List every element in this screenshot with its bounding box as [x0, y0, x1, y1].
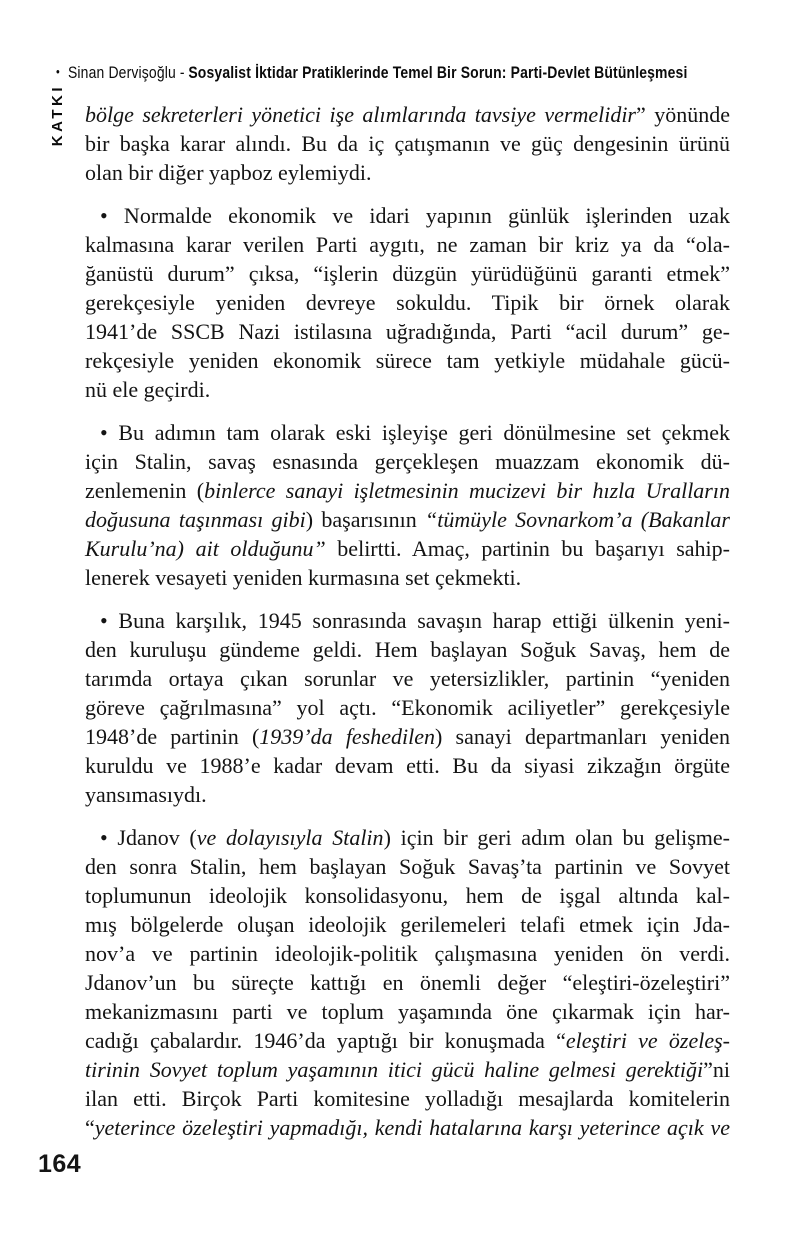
text-line	[85, 606, 730, 635]
text-run: Jdanov’un bu süreçte kattığı en önemli değer “eleştiri-özeleştiri”	[85, 970, 730, 995]
text-run: ğanüstü durum” çıksa, “işlerin düzgün yürüdüğünü garanti etmek”	[85, 261, 730, 286]
text-line	[85, 158, 730, 187]
text-line	[85, 505, 730, 534]
italic-text-run: “tümüyle Sovnarkom’a (Bakanlar	[425, 507, 730, 532]
text-line	[85, 259, 730, 288]
text-run: bir başka karar alındı. Bu da iç çatışmanın ve güç dengesinin ürünü	[85, 131, 730, 156]
paragraph	[85, 100, 730, 187]
text-line	[85, 635, 730, 664]
text-line	[85, 722, 730, 751]
text-line	[85, 230, 730, 259]
paragraph	[85, 823, 730, 1142]
paragraph	[85, 606, 730, 809]
text-run: ) için bir geri adım olan bu gelişme-	[383, 825, 731, 850]
italic-text-run: binlerce sanayi işletmesinin mucizevi bir hızla Uralların	[204, 478, 730, 503]
text-run: 1941’de SSCB Nazi istilasına uğradığında, Parti “acil durum” ge-	[85, 319, 730, 344]
text-run: rekçesiyle yeniden ekonomik sürece tam yetkiyle müdahale gücü-	[85, 348, 730, 373]
italic-text-run: yeterince özeleştiri yapmadığı, kendi hatalarına karşı yeterince açık ve	[94, 1115, 730, 1140]
text-line	[85, 968, 730, 997]
italic-text-run: tirinin Sovyet toplum yaşamının itici gücü haline gelmesi gerektiği	[85, 1057, 704, 1082]
text-line	[85, 317, 730, 346]
text-run: • Bu adımın tam olarak eski işleyişe geri dönülmesine set çekmek	[100, 420, 730, 445]
italic-text-run: doğusuna taşınması gibi	[85, 507, 306, 532]
text-run: ”ni	[703, 1057, 730, 1082]
header-separator: -	[175, 63, 189, 82]
text-run: cadığı çabalardır. 1946’da yaptığı bir konuşmada “	[85, 1028, 566, 1053]
text-run: “	[85, 1115, 95, 1140]
text-line	[85, 129, 730, 158]
page-number: 164	[38, 1150, 82, 1178]
section-side-label: KATKI	[49, 84, 66, 147]
text-line	[85, 751, 730, 780]
text-line	[85, 910, 730, 939]
text-run: ) sanayi departmanları yeniden	[435, 724, 730, 749]
text-line	[85, 664, 730, 693]
text-line	[85, 288, 730, 317]
running-header	[56, 63, 798, 83]
text-run: gerekçesiyle yeniden devreye sokuldu. Tipik bir örnek olarak	[85, 290, 730, 315]
text-line	[85, 997, 730, 1026]
running-header-text	[56, 63, 688, 83]
text-run: belirtti. Amaç, partinin bu başarıyı sahip-	[325, 536, 730, 561]
text-line	[85, 201, 730, 230]
text-line	[85, 780, 730, 809]
text-run: zenlemenin (	[85, 478, 205, 503]
text-run: kalmasına karar verilen Parti aygıtı, ne zaman bir kriz ya da “ola-	[85, 232, 730, 257]
header-book-title: Sosyalist İktidar Pratiklerinde Temel Bir Sorun: Parti-Devlet Bütünleşmesi	[188, 63, 688, 82]
text-run: kuruldu ve 1988’e kadar devam etti. Bu da siyasi zikzağın örgüte	[85, 753, 730, 778]
text-line	[85, 823, 730, 852]
italic-text-run: ve dolayısıyla Stalin	[196, 825, 384, 850]
italic-text-run: Kurulu’na) ait olduğunu”	[85, 536, 326, 561]
italic-text-run: 1939’da feshedilen	[259, 724, 436, 749]
text-run: göreve çağrılmasına” yol açtı. “Ekonomik aciliyetler” gerekçesiyle	[85, 695, 730, 720]
text-run: ” yönünde	[636, 102, 731, 127]
text-run: 1948’de partinin (	[85, 724, 260, 749]
paragraph	[85, 201, 730, 404]
header-author: Sinan Dervişoğlu	[67, 63, 176, 82]
body-text	[85, 100, 730, 1142]
text-line	[85, 852, 730, 881]
text-line	[85, 375, 730, 404]
italic-text-run: bölge sekreterleri yönetici işe alımlarında tavsiye vermelidir	[85, 102, 636, 127]
text-run: nov’a ve partinin ideolojik-politik çalışmasına yeniden ön verdi.	[85, 941, 730, 966]
text-line	[85, 346, 730, 375]
text-line	[85, 939, 730, 968]
text-line	[85, 447, 730, 476]
text-run: tarımda ortaya çıkan sorunlar ve yetersizlikler, partinin “yeniden	[85, 666, 730, 691]
text-line	[85, 563, 730, 592]
text-run: toplumunun ideolojik konsolidasyonu, hem de işgal altında kal-	[85, 883, 730, 908]
text-run: mekanizmasını parti ve toplum yaşamında öne çıkarmak için har-	[85, 999, 730, 1024]
text-run: • Buna karşılık, 1945 sonrasında savaşın harap ettiği ülkenin yeni-	[100, 608, 730, 633]
text-line	[85, 1113, 730, 1142]
text-run: nü ele geçirdi.	[85, 377, 211, 402]
text-line	[85, 693, 730, 722]
header-bullet-icon: •	[56, 64, 60, 79]
text-line	[85, 1026, 730, 1055]
text-run: için Stalin, savaş esnasında gerçekleşen muazzam ekonomik dü-	[85, 449, 730, 474]
text-run: • Normalde ekonomik ve idari yapının günlük işlerinden uzak	[100, 203, 730, 228]
italic-text-run: eleştiri ve özeleş-	[565, 1028, 730, 1053]
text-run: lenerek vesayeti yeniden kurmasına set çekmekti.	[85, 565, 522, 590]
text-line	[85, 534, 730, 563]
text-run: mış bölgelerde oluşan ideolojik gerilemeleri telafi etmek için Jda-	[85, 912, 730, 937]
text-line	[85, 1055, 730, 1084]
text-line	[85, 1084, 730, 1113]
text-line	[85, 881, 730, 910]
text-run: den kuruluşu gündeme geldi. Hem başlayan Soğuk Savaş, hem de	[85, 637, 730, 662]
text-line	[85, 100, 730, 129]
text-run: ilan etti. Birçok Parti komitesine yolladığı mesajlarda komitelerin	[85, 1086, 730, 1111]
text-run: yansımasıydı.	[85, 782, 207, 807]
text-run: ) başarısının	[305, 507, 425, 532]
text-line	[85, 476, 730, 505]
text-line	[85, 418, 730, 447]
paragraph	[85, 418, 730, 592]
text-run: olan bir diğer yapboz eylemiydi.	[85, 160, 372, 185]
text-run: • Jdanov (	[100, 825, 197, 850]
text-run: den sonra Stalin, hem başlayan Soğuk Savaş’ta partinin ve Sovyet	[85, 854, 730, 879]
